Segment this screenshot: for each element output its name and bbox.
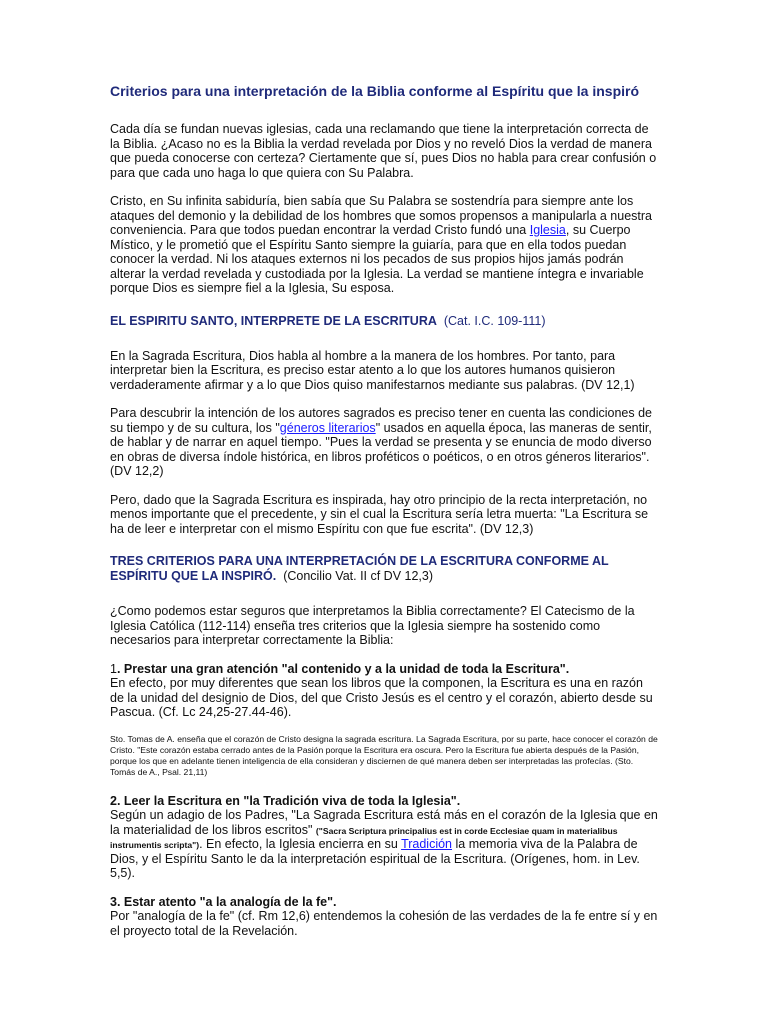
- criterion-2: [110, 794, 658, 881]
- church-paragraph-text-2: , su Cuerpo Místico, y le prometió que el Espíritu Santo siempre la guiaría, para que en ella todos puedan conocer la verdad. Ni los ataques externos ni los pecados de sus propios hijos jamás podrán alterar la verdad revelada y custodiada por la Iglesia. La verdad se mantiene íntegra e invariable porque Dios es siempre fiel a la Iglesia, Su esposa.: [110, 223, 644, 295]
- section-reference: (Cat. I.C. 109-111): [443, 313, 546, 328]
- criterion-2-text-2: . En efecto, la Iglesia encierra en su: [199, 837, 402, 851]
- genres-paragraph-text-1: Para descubrir la intención de los autores sagrados es preciso tener en cuenta las condiciones de su tiempo y de su cultura, los ": [110, 406, 652, 435]
- criterion-2-body: [110, 808, 658, 881]
- generos-literarios-link[interactable]: géneros literarios: [279, 420, 376, 435]
- criterion-3-heading: 3. Estar atento "a la analogía de la fe".: [110, 894, 337, 909]
- iglesia-link[interactable]: Iglesia: [529, 223, 566, 237]
- intro-paragraph: Cada día se fundan nuevas iglesias, cada una reclamando que tiene la interpretación correcta de la Biblia. ¿Acaso no es la Biblia la verdad revelada por Dios y no reveló Dios la verdad de manera que pueda conocerse con certeza? Ciertamente que sí, pues Dios no habla para crear confusión o para que cada uno haga lo que quiera con Su Palabra.: [110, 122, 657, 180]
- criterion-1: [110, 662, 658, 720]
- aquinas-note: Sto. Tomas de A. enseña que el corazón de Cristo designa la sagrada escritura. La Sagrada Escritura, por su parte, hace conocer el corazón de Cristo. "Este corazón estaba cerrado antes de la Pasión porque la Escritura era oscura. Pero la Escritura fue abierta después de la Pasión, porque los que en adelante tienen inteligencia de ella consideran y disciernen de qué manera deben ser interpretadas las profecías. (Sto. Tomás de A., Psal. 21,11): [110, 733, 658, 777]
- genres-paragraph: [110, 406, 658, 479]
- page-title: Criterios para una interpretación de la Biblia conforme al Espíritu que la inspiró: [110, 83, 640, 99]
- latin-quote: ("Sacra Scriptura principalius est in corde Ecclesiae quam in materialibus instrumentis scripta"): [110, 825, 618, 850]
- section-heading-holy-spirit: [110, 314, 658, 329]
- criterion-1-number: 1: [110, 661, 117, 676]
- criterion-1-title: . Prestar una gran atención "al contenido y a la unidad de toda la Escritura".: [116, 661, 570, 676]
- criterion-3-body: Por "analogía de la fe" (cf. Rm 12,6) entendemos la cohesión de las verdades de la fe entre sí y en el proyecto total de la Revelación.: [110, 909, 658, 938]
- criterion-2-heading: 2. Leer la Escritura en "la Tradición viva de toda la Iglesia".: [110, 793, 461, 808]
- section-reference: (Concilio Vat. II cf DV 12,3): [283, 569, 434, 583]
- church-paragraph-text-1: Cristo, en Su infinita sabiduría, bien sabía que Su Palabra se sostendría para siempre ante los ataques del demonio y la debilidad de los hombres que somos propensos a manipularla a nuestra conveniencia. Para que todos puedan encontrar la verdad Cristo fundó una: [110, 194, 653, 237]
- section-heading-three-criteria: [110, 554, 658, 584]
- criterion-3: [110, 895, 658, 939]
- scripture-paragraph: En la Sagrada Escritura, Dios habla al hombre a la manera de los hombres. Por tanto, para interpretar bien la Escritura, es preciso estar atento a lo que los autores humanos quisieron verdaderamente afirmar y a lo que Dios quiso manifestarnos mediante sus palabras. (DV 12,1): [110, 348, 635, 392]
- section-heading-text: EL ESPIRITU SANTO, INTERPRETE DE LA ESCRITURA: [110, 313, 437, 328]
- document-page: [110, 83, 658, 952]
- criterion-1-heading: [110, 662, 658, 677]
- criterion-1-body: En efecto, por muy diferentes que sean los libros que la componen, la Escritura es una en razón de la unidad del designio de Dios, del que Cristo Jesús es el centro y el corazón, abierto desde su Pascua. (Cf. Lc 24,25-27.44-46).: [110, 676, 653, 719]
- tradicion-link[interactable]: Tradición: [401, 837, 453, 851]
- inspired-paragraph: Pero, dado que la Sagrada Escritura es inspirada, hay otro principio de la recta interpretación, no menos importante que el precedente, y sin el cual la Escritura sería letra muerta: "La Escritura se ha de leer e interpretar con el mismo Espíritu con que fue escrita". (DV 12,3): [110, 492, 649, 536]
- criterion-2-text-3: la memoria viva de la Palabra de Dios, y el Espíritu Santo le da la interpretación espiritual de la Escritura. (Orígenes, hom. in Lev. 5,5).: [110, 837, 640, 880]
- church-paragraph: [110, 194, 658, 296]
- section-heading-text: TRES CRITERIOS PARA UNA INTERPRETACIÓN DE LA ESCRITURA CONFORME AL ESPÍRITU QUE LA INSPIRÓ.: [110, 554, 609, 583]
- criterion-2-text-1: Según un adagio de los Padres, "La Sagrada Escritura está más en el corazón de la Iglesia que en la materialidad de los libros escritos": [110, 808, 658, 837]
- catechism-paragraph: ¿Como podemos estar seguros que interpretamos la Biblia correctamente? El Catecismo de la Iglesia Católica (112-114) enseña tres criterios que la Iglesia siempre ha sostenido como necesarios para interpretar correctamente la Biblia:: [110, 604, 635, 647]
- genres-paragraph-text-2: " usados en aquella época, las maneras de sentir, de hablar y de narrar en aquel tiempo. "Pues la verdad se presenta y se enuncia de modo diverso en obras de diversa índole histórica, en libros proféticos o poéticos, o en otros géneros literarios". (DV 12,2): [110, 420, 652, 478]
